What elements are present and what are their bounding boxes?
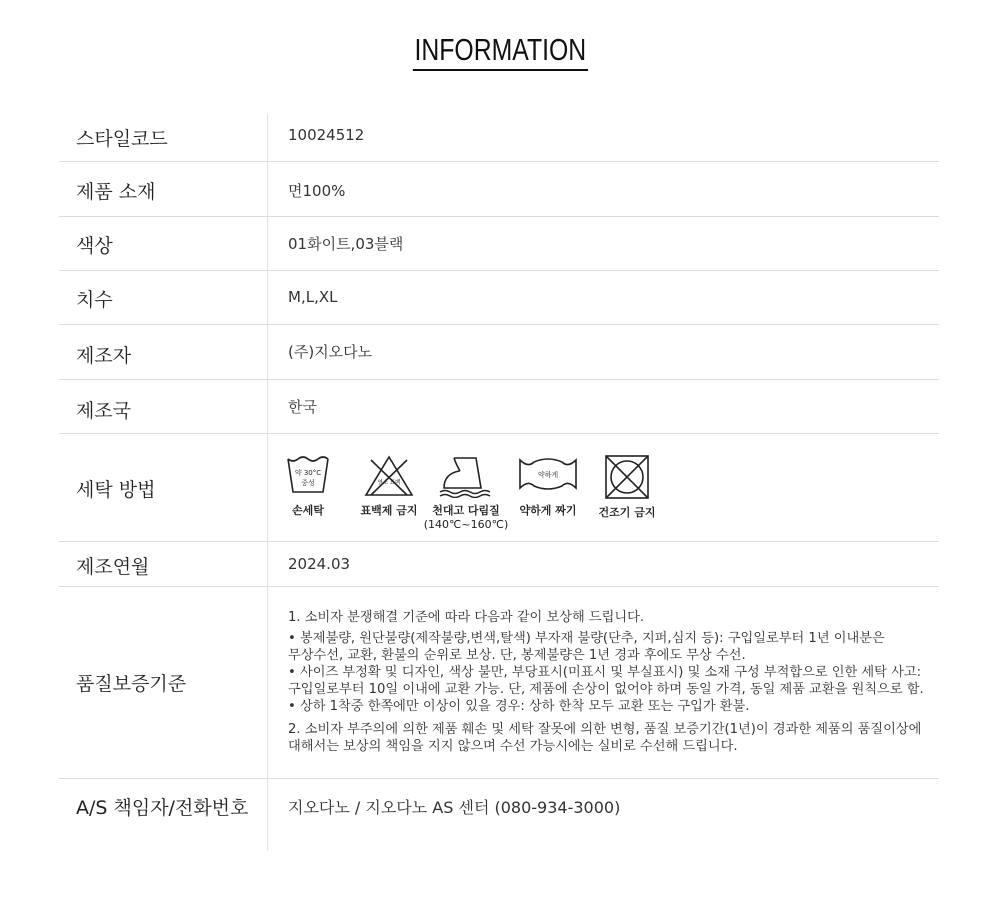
row-value: 2024.03 — [288, 555, 351, 573]
iron-icon — [436, 454, 496, 498]
row-color — [59, 217, 939, 271]
no-bleach-icon — [363, 454, 415, 498]
iron-caption: 천대고 다림질 — [432, 504, 500, 517]
row-label: 제조연월 — [76, 556, 150, 578]
care-item-hand-wash — [285, 454, 331, 532]
warranty-line: 구입일로부터 10일 이내에 교환 가능. 단, 제품에 손상이 없어야 하며 동일 가격, 동일 제품 교환을 원칙으로 함. — [288, 682, 924, 697]
care-caption: 약하게 짜기 — [519, 504, 577, 517]
row-value: 면100% — [288, 182, 346, 200]
care-item-iron — [423, 454, 509, 532]
row-label: 세탁 방법 — [76, 479, 156, 501]
tub-neutral-text: 중성 — [301, 479, 315, 487]
row-label: 제조자 — [76, 345, 132, 367]
care-item-no-bleach — [354, 454, 424, 532]
page-title-wrap — [0, 32, 1000, 71]
row-value: 10024512 — [288, 126, 365, 144]
row-warranty — [59, 587, 939, 779]
warranty-line: 2. 소비자 부주의에 의한 제품 훼손 및 세탁 잘못에 의한 변형, 품질 보증기간(1년)이 경과한 제품의 품질이상에 — [288, 722, 922, 737]
row-label: 스타일코드 — [76, 128, 168, 150]
row-label: A/S 책임자/전화번호 — [76, 797, 249, 819]
tub-temp-text: 약 30°C — [294, 469, 322, 477]
row-wash — [59, 434, 939, 542]
warranty-list — [288, 609, 924, 755]
row-value: M,L,XL — [288, 288, 338, 306]
row-style-code — [59, 114, 939, 162]
row-value: 지오다노 / 지오다노 AS 센터 (080-934-3000) — [288, 798, 621, 817]
row-maker — [59, 325, 939, 380]
row-size — [59, 271, 939, 325]
iron-temp-range: (140℃~160℃) — [423, 518, 509, 531]
warranty-line: • 사이즈 부정확 및 디자인, 색상 불만, 부당표시(미표시 및 부실표시) 및 소재 구성 부적합으로 인한 세탁 사고: — [288, 665, 922, 680]
hand-wash-icon — [285, 454, 331, 498]
care-item-no-tumble-dry — [592, 454, 662, 532]
row-as — [59, 779, 939, 859]
warranty-line: 대해서는 보상의 책임을 지지 않으며 수선 가능시에는 실비로 수선해 드립니다. — [288, 739, 738, 754]
row-value: 01화이트,03블랙 — [288, 235, 404, 253]
no-tumble-dry-icon — [603, 454, 651, 500]
info-table — [59, 114, 939, 859]
row-label: 품질보증기준 — [76, 673, 187, 695]
row-label: 제조국 — [76, 400, 132, 422]
row-label: 색상 — [76, 235, 113, 257]
warranty-line: 무상수선, 교환, 환불의 순위로 보상. 단, 봉제불량은 1년 경과 후에도 무상 수선. — [288, 648, 746, 663]
care-item-gentle-wring — [510, 454, 586, 532]
warranty-line: • 봉제불량, 원단불량(제작불량,변색,탈색) 부자재 불량(단추, 지퍼,심지 등): 구입일로부터 1년 이내분은 — [288, 631, 885, 646]
row-country — [59, 380, 939, 434]
page-title: INFORMATION — [413, 32, 588, 71]
care-caption: 표백제 금지 — [360, 504, 418, 517]
row-label: 치수 — [76, 289, 113, 311]
wring-text: 약하게 — [537, 471, 559, 479]
row-label: 제품 소재 — [76, 181, 156, 203]
gentle-wring-icon — [518, 454, 578, 494]
row-date — [59, 542, 939, 587]
warranty-line: • 상하 1착중 한쪽에만 이상이 있을 경우: 상하 한착 모두 교환 또는 구입가 환불. — [288, 699, 750, 714]
bleach-text: 염소 표백 — [377, 480, 401, 486]
care-caption: 손세탁 — [292, 504, 324, 517]
warranty-line: 1. 소비자 분쟁해결 기준에 따라 다음과 같이 보상해 드립니다. — [288, 610, 645, 625]
care-caption — [424, 504, 509, 532]
row-material — [59, 162, 939, 217]
row-value: 한국 — [288, 398, 317, 416]
care-caption: 건조기 금지 — [598, 506, 656, 519]
row-value: (주)지오다노 — [288, 343, 373, 361]
care-symbols — [285, 454, 662, 532]
